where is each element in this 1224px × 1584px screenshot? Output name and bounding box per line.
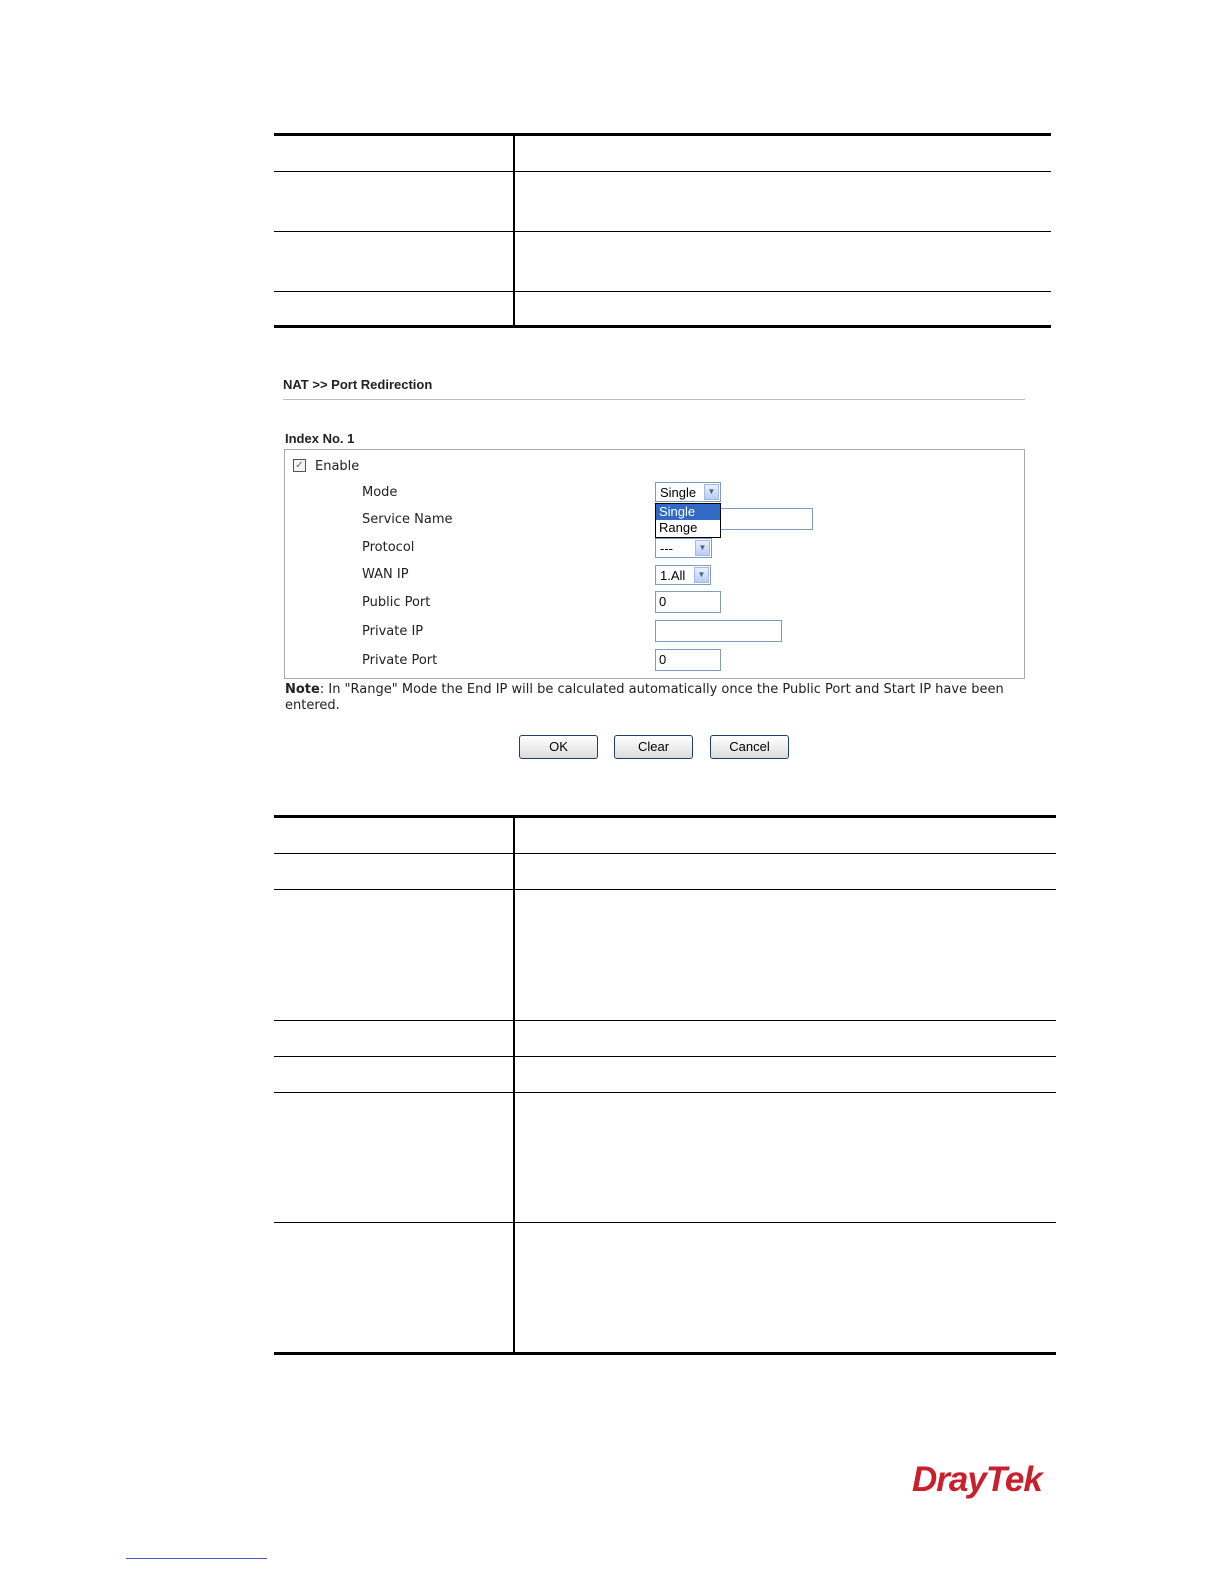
mode-option-range[interactable]: Range xyxy=(659,520,698,535)
mode-option-single[interactable]: Single xyxy=(656,504,720,520)
service-name-label: Service Name xyxy=(362,512,453,527)
mode-dropdown-list xyxy=(655,503,721,538)
mode-select[interactable] xyxy=(655,482,721,502)
bottom-description-table xyxy=(274,815,1056,1355)
protocol-select[interactable] xyxy=(655,538,712,558)
clear-button[interactable]: Clear xyxy=(614,735,693,759)
note-prefix: Note xyxy=(285,682,320,697)
public-port-input[interactable]: 0 xyxy=(655,591,721,613)
note-body: : In "Range" Mode the End IP will be calculated automatically once the Public Port and Start IP have been entered. xyxy=(285,682,1004,713)
footer-link-underline[interactable] xyxy=(126,1558,267,1559)
ok-button[interactable]: OK xyxy=(519,735,598,759)
chevron-down-icon[interactable]: ▼ xyxy=(694,567,709,583)
wan-ip-label: WAN IP xyxy=(362,567,409,582)
chevron-down-icon[interactable]: ▼ xyxy=(704,484,719,500)
mode-label: Mode xyxy=(362,485,398,500)
private-ip-label: Private IP xyxy=(362,624,424,639)
protocol-select-value: --- xyxy=(660,541,673,556)
public-port-label: Public Port xyxy=(362,595,431,610)
enable-label: Enable xyxy=(315,459,360,474)
enable-checkbox[interactable]: ✓ xyxy=(293,459,306,472)
index-title: Index No. 1 xyxy=(285,431,355,446)
breadcrumb-divider xyxy=(283,399,1025,400)
private-port-label: Private Port xyxy=(362,653,438,668)
mode-select-value: Single xyxy=(660,485,697,500)
breadcrumb: NAT >> Port Redirection xyxy=(283,377,433,392)
cancel-button[interactable]: Cancel xyxy=(710,735,789,759)
draytek-logo: DrayTek xyxy=(912,1460,1042,1499)
protocol-label: Protocol xyxy=(362,540,415,555)
private-ip-input[interactable] xyxy=(655,620,782,642)
chevron-down-icon[interactable]: ▼ xyxy=(695,540,710,556)
wan-ip-select-value: 1.All xyxy=(660,568,686,583)
note-text xyxy=(285,682,1005,714)
wan-ip-select[interactable] xyxy=(655,565,711,585)
top-description-table xyxy=(274,133,1051,328)
private-port-input[interactable]: 0 xyxy=(655,649,721,671)
service-name-input[interactable] xyxy=(719,508,813,530)
